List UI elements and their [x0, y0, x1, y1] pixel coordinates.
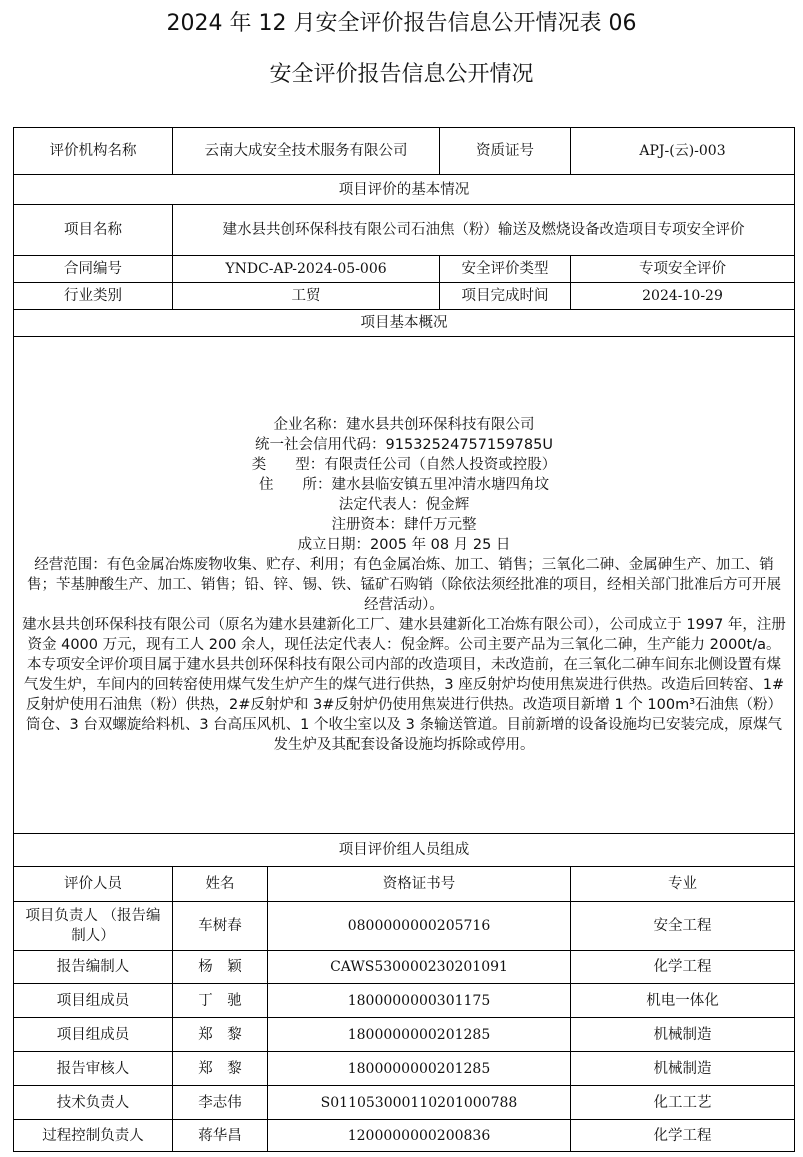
- contract-value: YNDC-AP-2024-05-006: [173, 256, 440, 283]
- founding-date: 成立日期：2005 年 08 月 25 日: [297, 537, 511, 553]
- member-name: 郑 黎: [173, 1018, 268, 1052]
- member-role: 过程控制负责人: [14, 1120, 173, 1152]
- member-major: 机电一体化: [571, 984, 795, 1018]
- member-cert: CAWS530000230201091: [268, 951, 571, 984]
- member-major: 机械制造: [571, 1018, 795, 1052]
- member-name: 杨 颖: [173, 951, 268, 984]
- overview-section-header: 项目基本概况: [14, 310, 795, 337]
- basic-section-header: 项目评价的基本情况: [14, 175, 795, 205]
- complete-time-value: 2024-10-29: [571, 283, 795, 310]
- info-table: [13, 127, 795, 1152]
- org-value: 云南大成安全技术服务有限公司: [173, 128, 440, 175]
- member-role: 报告审核人: [14, 1052, 173, 1086]
- table-row: [14, 1086, 795, 1120]
- member-name: 蒋华昌: [173, 1120, 268, 1152]
- complete-time-label: 项目完成时间: [440, 283, 571, 310]
- contract-row: [14, 256, 795, 283]
- table-row: [14, 1120, 795, 1152]
- cert-value: APJ-(云)-003: [571, 128, 795, 175]
- table-row: [14, 951, 795, 984]
- basic-header-row: [14, 175, 795, 205]
- member-major: 化工工艺: [571, 1086, 795, 1120]
- eval-type-value: 专项安全评价: [571, 256, 795, 283]
- overview-content: [14, 337, 795, 834]
- industry-row: [14, 283, 795, 310]
- member-cert: 1800000000301175: [268, 984, 571, 1018]
- member-cert: S011053000110201000788: [268, 1086, 571, 1120]
- cert-label: 资质证号: [440, 128, 571, 175]
- company-address: 住 所：建水县临安镇五里冲清水塘四角坟: [259, 477, 549, 493]
- contract-label: 合同编号: [14, 256, 173, 283]
- overview-row: [14, 337, 795, 834]
- member-role-line: 项目负责人: [25, 908, 98, 924]
- member-name: 车树春: [173, 902, 268, 951]
- company-history: 建水县共创环保科技有限公司（原名为建水县建新化工厂、建水县建新化工冶炼有限公司），公司成立于 1997 年，注册资金 4000 万元，现有工人 200 余人，现任法定代表人：倪金辉。公司主要产品为三氧化二砷，生产能力 2000t/a。: [22, 617, 786, 653]
- registered-capital: 注册资本：肆仟万元整: [331, 517, 477, 533]
- member-role: 项目组成员: [14, 1018, 173, 1052]
- column-header-cert: 资格证书号: [268, 867, 571, 902]
- member-role: [14, 902, 173, 951]
- member-role: 技术负责人: [14, 1086, 173, 1120]
- member-major: 化学工程: [571, 1120, 795, 1152]
- project-name-row: [14, 205, 795, 256]
- company-type: 类 型：有限责任公司（自然人投资或控股）: [251, 457, 557, 473]
- org-row: [14, 128, 795, 175]
- team-section-header: 项目评价组人员组成: [14, 834, 795, 867]
- table-row: [14, 1052, 795, 1086]
- table-row: [14, 902, 795, 951]
- member-role: 报告编制人: [14, 951, 173, 984]
- member-role-line: （报告编制人）: [71, 908, 161, 944]
- column-header-role: 评价人员: [14, 867, 173, 902]
- credit-code: 统一社会信用代码：91532524757159785U: [255, 437, 553, 453]
- team-column-header-row: [14, 867, 795, 902]
- document-subtitle: 安全评价报告信息公开情况: [269, 62, 534, 87]
- company-name: 企业名称：建水县共创环保科技有限公司: [273, 417, 535, 433]
- member-major: 机械制造: [571, 1052, 795, 1086]
- document-title: 2024 年 12 月安全评价报告信息公开情况表 06: [166, 11, 637, 36]
- member-cert: 1800000000201285: [268, 1052, 571, 1086]
- overview-header-row: [14, 310, 795, 337]
- legal-representative: 法定代表人：倪金辉: [338, 497, 470, 513]
- member-major: 安全工程: [571, 902, 795, 951]
- eval-type-label: 安全评价类型: [440, 256, 571, 283]
- column-header-major: 专业: [571, 867, 795, 902]
- member-cert: 0800000000205716: [268, 902, 571, 951]
- project-name-label: 项目名称: [14, 205, 173, 256]
- member-name: 郑 黎: [173, 1052, 268, 1086]
- member-role: 项目组成员: [14, 984, 173, 1018]
- industry-label: 行业类别: [14, 283, 173, 310]
- org-label: 评价机构名称: [14, 128, 173, 175]
- business-scope: 经营范围：有色金属冶炼废物收集、贮存、利用；有色金属冶炼、加工、销售；三氧化二砷、金属砷生产、加工、销售；苄基胂酸生产、加工、销售；铅、锌、锡、铁、锰矿石购销（除依法须经批准的项目，经相关部门批准后方可开展经营活动）。: [27, 557, 781, 613]
- column-header-name: 姓名: [173, 867, 268, 902]
- project-description: 本专项安全评价项目属于建水县共创环保科技有限公司内部的改造项目，未改造前，在三氧化二砷车间东北侧设置有煤气发生炉，车间内的回转窑使用煤气发生炉产生的煤气进行供热，3 座反射炉均使用焦炭进行供热。改造后回转窑、1#反射炉使用石油焦（粉）供热，2#反射炉和 3#反射炉仍使用焦炭进行供热。改造项目新增 1 个 100m³石油焦（粉）筒仓、3 台双螺旋给料机、3 台高压风机、1 个收尘室以及 3 条输送管道。目前新增的设备设施均已安装完成，原煤气发生炉及其配套设备设施均拆除或停用。: [23, 657, 785, 753]
- table-row: [14, 984, 795, 1018]
- table-row: [14, 1018, 795, 1052]
- member-cert: 1200000000200836: [268, 1120, 571, 1152]
- member-major: 化学工程: [571, 951, 795, 984]
- team-header-row: [14, 834, 795, 867]
- member-cert: 1800000000201285: [268, 1018, 571, 1052]
- project-name-value: 建水县共创环保科技有限公司石油焦（粉）输送及燃烧设备改造项目专项安全评价: [173, 205, 795, 256]
- member-name: 李志伟: [173, 1086, 268, 1120]
- member-name: 丁 驰: [173, 984, 268, 1018]
- industry-value: 工贸: [173, 283, 440, 310]
